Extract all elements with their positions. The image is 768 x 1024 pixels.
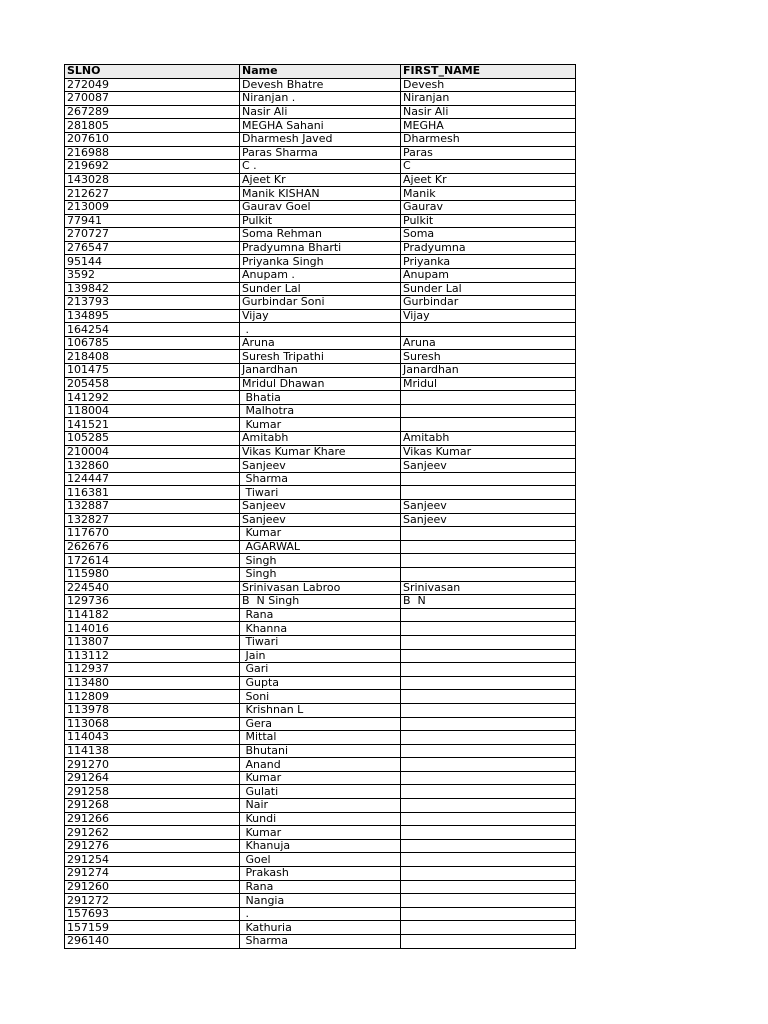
table-row [65,228,576,242]
table-row [65,527,576,541]
table-row [65,826,576,840]
cell-first-name [401,540,576,554]
cell-slno: 291262 [65,826,240,840]
cell-first-name [401,622,576,636]
cell-first-name [401,907,576,921]
cell-name: Manik KISHAN [240,187,401,201]
cell-first-name: Mridul [401,377,576,391]
cell-slno: 291272 [65,894,240,908]
cell-slno: 172614 [65,554,240,568]
cell-slno: 106785 [65,336,240,350]
employee-name-table [64,64,576,949]
table-row [65,200,576,214]
table-row [65,323,576,337]
cell-first-name [401,404,576,418]
cell-slno: 114016 [65,622,240,636]
cell-name: AGARWAL [240,540,401,554]
cell-first-name: Suresh [401,350,576,364]
table-row [65,812,576,826]
cell-first-name: Soma [401,228,576,242]
cell-name: Tiwari [240,635,401,649]
header-first-name: FIRST_NAME [401,65,576,79]
cell-name: Pradyumna Bharti [240,241,401,255]
cell-slno: 213009 [65,200,240,214]
table-row [65,513,576,527]
cell-name: . [240,323,401,337]
cell-first-name [401,527,576,541]
cell-slno: 114043 [65,731,240,745]
table-row [65,146,576,160]
cell-name: Amitabh [240,432,401,446]
table-row [65,350,576,364]
cell-name: C . [240,160,401,174]
cell-slno: 291258 [65,785,240,799]
cell-first-name [401,649,576,663]
cell-slno: 205458 [65,377,240,391]
cell-slno: 224540 [65,581,240,595]
cell-first-name [401,744,576,758]
cell-first-name [401,839,576,853]
cell-first-name: Devesh [401,78,576,92]
cell-first-name [401,853,576,867]
cell-name: Kumar [240,771,401,785]
cell-slno: 117670 [65,527,240,541]
table-row [65,567,576,581]
table-row [65,364,576,378]
cell-first-name: Vijay [401,309,576,323]
cell-first-name [401,771,576,785]
cell-name: Vikas Kumar Khare [240,445,401,459]
cell-slno: 113978 [65,703,240,717]
cell-slno: 101475 [65,364,240,378]
cell-slno: 112809 [65,690,240,704]
cell-slno: 164254 [65,323,240,337]
cell-first-name: Sanjeev [401,459,576,473]
table-row [65,268,576,282]
table-row [65,92,576,106]
table-row [65,690,576,704]
table-row [65,309,576,323]
table-row [65,282,576,296]
cell-slno: 114138 [65,744,240,758]
table-row [65,758,576,772]
cell-slno: 157159 [65,921,240,935]
cell-name: Malhotra [240,404,401,418]
cell-name: Kundi [240,812,401,826]
cell-name: Jain [240,649,401,663]
cell-first-name [401,867,576,881]
cell-slno: 116381 [65,486,240,500]
cell-first-name [401,880,576,894]
table-row [65,731,576,745]
cell-name: Gari [240,663,401,677]
cell-slno: 270087 [65,92,240,106]
table-row [65,839,576,853]
cell-slno: 77941 [65,214,240,228]
cell-first-name: Amitabh [401,432,576,446]
cell-first-name: Gaurav [401,200,576,214]
table-row [65,241,576,255]
cell-first-name [401,472,576,486]
cell-name: Dharmesh Javed [240,132,401,146]
cell-first-name: Ajeet Kr [401,173,576,187]
table-row [65,554,576,568]
cell-first-name [401,608,576,622]
header-slno: SLNO [65,65,240,79]
cell-name: Mridul Dhawan [240,377,401,391]
cell-slno: 105285 [65,432,240,446]
cell-slno: 113112 [65,649,240,663]
cell-first-name: Pradyumna [401,241,576,255]
table-row [65,649,576,663]
table-row [65,132,576,146]
cell-name: Rana [240,608,401,622]
cell-name: Vijay [240,309,401,323]
table-row [65,173,576,187]
cell-name: Rana [240,880,401,894]
cell-slno: 291254 [65,853,240,867]
table-row [65,459,576,473]
cell-slno: 114182 [65,608,240,622]
cell-slno: 291274 [65,867,240,881]
table-row [65,472,576,486]
cell-name: Sanjeev [240,500,401,514]
cell-name: Priyanka Singh [240,255,401,269]
table-body [65,78,576,948]
cell-slno: 157693 [65,907,240,921]
cell-name: Pulkit [240,214,401,228]
cell-name: Sanjeev [240,513,401,527]
cell-slno: 216988 [65,146,240,160]
cell-first-name [401,418,576,432]
cell-name: Sunder Lal [240,282,401,296]
cell-first-name: Aruna [401,336,576,350]
cell-first-name: MEGHA [401,119,576,133]
cell-first-name [401,758,576,772]
cell-first-name: Sanjeev [401,513,576,527]
cell-slno: 113480 [65,676,240,690]
cell-first-name [401,703,576,717]
table-row [65,418,576,432]
cell-first-name: Paras [401,146,576,160]
cell-first-name: Manik [401,187,576,201]
table-row [65,432,576,446]
table-row [65,119,576,133]
cell-slno: 132887 [65,500,240,514]
cell-slno: 291268 [65,799,240,813]
table-row [65,635,576,649]
cell-slno: 132827 [65,513,240,527]
cell-name: Khanna [240,622,401,636]
table-row [65,296,576,310]
table-row [65,500,576,514]
cell-first-name [401,323,576,337]
cell-first-name: Sanjeev [401,500,576,514]
cell-first-name: Vikas Kumar [401,445,576,459]
cell-name: Gera [240,717,401,731]
cell-name: Srinivasan Labroo [240,581,401,595]
cell-slno: 124447 [65,472,240,486]
cell-first-name [401,826,576,840]
cell-first-name [401,690,576,704]
cell-name: Nangia [240,894,401,908]
header-row [65,65,576,79]
cell-first-name [401,731,576,745]
cell-name: Suresh Tripathi [240,350,401,364]
table-row [65,921,576,935]
cell-name: Nair [240,799,401,813]
table-row [65,404,576,418]
cell-slno: 218408 [65,350,240,364]
cell-name: Soni [240,690,401,704]
table-row [65,785,576,799]
cell-name: Janardhan [240,364,401,378]
table-row [65,377,576,391]
cell-slno: 272049 [65,78,240,92]
cell-first-name [401,799,576,813]
cell-name: Gurbindar Soni [240,296,401,310]
cell-first-name [401,391,576,405]
cell-name: Ajeet Kr [240,173,401,187]
table-row [65,595,576,609]
cell-first-name: Srinivasan [401,581,576,595]
cell-slno: 212627 [65,187,240,201]
cell-slno: 291276 [65,839,240,853]
table-row [65,622,576,636]
table-row [65,255,576,269]
cell-slno: 219692 [65,160,240,174]
cell-name: Paras Sharma [240,146,401,160]
cell-name: Kumar [240,826,401,840]
header-name: Name [240,65,401,79]
cell-first-name [401,785,576,799]
cell-first-name: Dharmesh [401,132,576,146]
cell-first-name: Janardhan [401,364,576,378]
cell-name: B N Singh [240,595,401,609]
cell-first-name: B N [401,595,576,609]
table-row [65,717,576,731]
table-row [65,336,576,350]
cell-name: Devesh Bhatre [240,78,401,92]
cell-name: Khanuja [240,839,401,853]
cell-name: MEGHA Sahani [240,119,401,133]
table-row [65,894,576,908]
cell-slno: 115980 [65,567,240,581]
cell-name: Kathuria [240,921,401,935]
cell-slno: 141292 [65,391,240,405]
cell-first-name: Gurbindar [401,296,576,310]
cell-slno: 141521 [65,418,240,432]
cell-slno: 262676 [65,540,240,554]
table-row [65,391,576,405]
cell-slno: 210004 [65,445,240,459]
cell-slno: 143028 [65,173,240,187]
table-row [65,160,576,174]
cell-name: Anand [240,758,401,772]
cell-name: Gulati [240,785,401,799]
cell-name: Bhatia [240,391,401,405]
cell-slno: 270727 [65,228,240,242]
cell-first-name [401,554,576,568]
cell-name: Anupam . [240,268,401,282]
cell-name: Kumar [240,418,401,432]
table-row [65,445,576,459]
cell-first-name: Pulkit [401,214,576,228]
cell-name: Prakash [240,867,401,881]
cell-slno: 291266 [65,812,240,826]
table-row [65,703,576,717]
cell-slno: 207610 [65,132,240,146]
cell-name: Bhutani [240,744,401,758]
table-row [65,880,576,894]
cell-name: Mittal [240,731,401,745]
cell-name: Gupta [240,676,401,690]
cell-slno: 113068 [65,717,240,731]
cell-first-name [401,486,576,500]
cell-first-name: Priyanka [401,255,576,269]
table-row [65,907,576,921]
cell-name: Sharma [240,935,401,949]
table-row [65,581,576,595]
cell-slno: 281805 [65,119,240,133]
table-row [65,540,576,554]
table-row [65,105,576,119]
cell-first-name: C [401,160,576,174]
cell-first-name [401,812,576,826]
cell-first-name [401,894,576,908]
cell-slno: 129736 [65,595,240,609]
cell-first-name [401,935,576,949]
cell-name: Soma Rehman [240,228,401,242]
cell-slno: 213793 [65,296,240,310]
cell-name: Nasir Ali [240,105,401,119]
cell-name: Sharma [240,472,401,486]
cell-name: Singh [240,567,401,581]
table-row [65,486,576,500]
cell-first-name [401,635,576,649]
cell-name: Gaurav Goel [240,200,401,214]
cell-slno: 113807 [65,635,240,649]
cell-slno: 118004 [65,404,240,418]
cell-first-name: Nasir Ali [401,105,576,119]
cell-name: Singh [240,554,401,568]
table-row [65,935,576,949]
cell-slno: 291264 [65,771,240,785]
cell-name: Krishnan L [240,703,401,717]
cell-name: Niranjan . [240,92,401,106]
cell-slno: 3592 [65,268,240,282]
table-row [65,867,576,881]
cell-name: Sanjeev [240,459,401,473]
table-row [65,676,576,690]
cell-first-name [401,717,576,731]
cell-name: Tiwari [240,486,401,500]
table-row [65,78,576,92]
table-row [65,853,576,867]
cell-name: Aruna [240,336,401,350]
cell-name: . [240,907,401,921]
cell-slno: 134895 [65,309,240,323]
cell-slno: 267289 [65,105,240,119]
cell-first-name: Anupam [401,268,576,282]
cell-name: Kumar [240,527,401,541]
cell-slno: 95144 [65,255,240,269]
cell-first-name [401,663,576,677]
table-row [65,663,576,677]
table-row [65,214,576,228]
table-row [65,187,576,201]
cell-slno: 139842 [65,282,240,296]
cell-first-name: Niranjan [401,92,576,106]
table-row [65,744,576,758]
table-row [65,799,576,813]
table-row [65,608,576,622]
cell-slno: 112937 [65,663,240,677]
cell-name: Goel [240,853,401,867]
cell-slno: 291260 [65,880,240,894]
table-row [65,771,576,785]
cell-first-name: Sunder Lal [401,282,576,296]
cell-slno: 132860 [65,459,240,473]
cell-slno: 296140 [65,935,240,949]
cell-first-name [401,567,576,581]
cell-first-name [401,676,576,690]
cell-slno: 291270 [65,758,240,772]
cell-first-name [401,921,576,935]
cell-slno: 276547 [65,241,240,255]
